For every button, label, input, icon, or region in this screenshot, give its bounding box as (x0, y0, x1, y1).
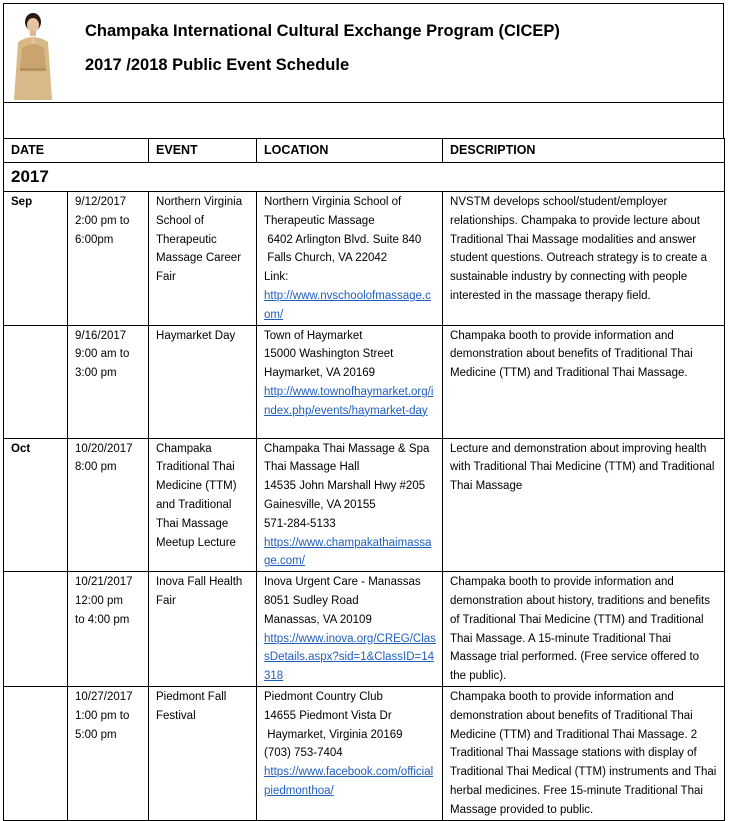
event-location: Northern Virginia School of Therapeutic Massage 6402 Arlington Blvd. Suite 840 Falls Church, VA 22042 Link: http://www.nvschoolofmassage.com/ (257, 192, 443, 326)
event-date: 9/12/2017 2:00 pm to 6:00pm (68, 192, 149, 326)
column-header-date: DATE (4, 139, 149, 163)
event-description: NVSTM develops school/student/employer relationships. Champaka to provide lecture about Traditional Thai Massage modalities and answer student questions. Outreach strategy is to create a sustainable industry by connecting with people interested in the massage therapy field. (443, 192, 725, 326)
event-link[interactable]: https://www.champakathaimassage.com/ (264, 536, 432, 568)
event-description: Champaka booth to provide information and demonstration about history, traditions and benefits of Traditional Thai Medicine (TTM) and Traditional Thai Massage. A 15-minute Traditional Thai Massage trial performed. (Free service offered to the public). (443, 572, 725, 687)
month-label: Sep (4, 192, 68, 326)
page-subtitle: 2017 /2018 Public Event Schedule (85, 56, 350, 74)
column-header-location: LOCATION (257, 139, 443, 163)
year-row (4, 163, 725, 192)
event-date: 10/21/2017 12:00 pm to 4:00 pm (68, 572, 149, 687)
table-row (4, 325, 725, 438)
event-name: Inova Fall Health Fair (149, 572, 257, 687)
table-row (4, 572, 725, 687)
event-name: Piedmont Fall Festival (149, 686, 257, 820)
event-schedule-table (3, 138, 725, 821)
woman-wai-greeting-icon (12, 8, 54, 100)
event-description: Lecture and demonstration about improving health with Traditional Thai Medicine (TTM) and Traditional Thai Massage (443, 438, 725, 572)
event-link[interactable]: https://www.inova.org/CREG/ClassDetails.aspx?sid=1&ClassID=14318 (264, 632, 436, 683)
event-description: Champaka booth to provide information and demonstration about benefits of Traditional Thai Medicine (TTM) and Traditional Thai Massage. (443, 325, 725, 438)
event-name: Champaka Traditional Thai Medicine (TTM) and Traditional Thai Massage Meetup Lecture (149, 438, 257, 572)
year-label: 2017 (4, 163, 725, 192)
month-label (4, 686, 68, 820)
event-date: 10/27/2017 1:00 pm to 5:00 pm (68, 686, 149, 820)
page-title: Champaka International Cultural Exchange Program (CICEP) (85, 22, 560, 40)
event-date: 10/20/2017 8:00 pm (68, 438, 149, 572)
blank-row (3, 102, 724, 139)
event-location: Piedmont Country Club 14655 Piedmont Vista Dr Haymarket, Virginia 20169 (703) 753-7404 https://www.facebook.com/officialpiedmonthoa/ (257, 686, 443, 820)
event-description: Champaka booth to provide information and demonstration about benefits of Traditional Thai Medicine (TTM) and Traditional Thai Massage. 2 Traditional Thai Massage stations with display of Traditional Thai Medical (TTM) instruments and Thai herbal medicines. Free 15-minute Traditional Thai Massage provided to public. (443, 686, 725, 820)
event-link[interactable]: https://www.facebook.com/officialpiedmonthoa/ (264, 766, 434, 797)
table-row (4, 438, 725, 572)
event-location: Inova Urgent Care - Manassas 8051 Sudley Road Manassas, VA 20109 https://www.inova.org/CREG/ClassDetails.aspx?sid=1&ClassID=14318 (257, 572, 443, 687)
column-header-event: EVENT (149, 139, 257, 163)
column-header-description: DESCRIPTION (443, 139, 725, 163)
event-date: 9/16/2017 9:00 am to 3:00 pm (68, 325, 149, 438)
month-label: Oct (4, 438, 68, 572)
table-header-row (4, 139, 725, 163)
month-label (4, 572, 68, 687)
event-name: Northern Virginia School of Therapeutic Massage Career Fair (149, 192, 257, 326)
event-name: Haymarket Day (149, 325, 257, 438)
table-row (4, 192, 725, 326)
document-header (3, 3, 724, 103)
event-link[interactable]: http://www.townofhaymarket.org/index.php/events/haymarket-day (264, 385, 434, 417)
event-location: Town of Haymarket 15000 Washington Street Haymarket, VA 20169 http://www.townofhaymarket.org/index.php/events/haymarket-day (257, 325, 443, 438)
month-label (4, 325, 68, 438)
table-row (4, 686, 725, 820)
event-location: Champaka Thai Massage & Spa Thai Massage Hall 14535 John Marshall Hwy #205 Gainesville, VA 20155 571-284-5133 https://www.champakathaimassage.com/ (257, 438, 443, 572)
event-link[interactable]: http://www.nvschoolofmassage.com/ (264, 289, 431, 321)
